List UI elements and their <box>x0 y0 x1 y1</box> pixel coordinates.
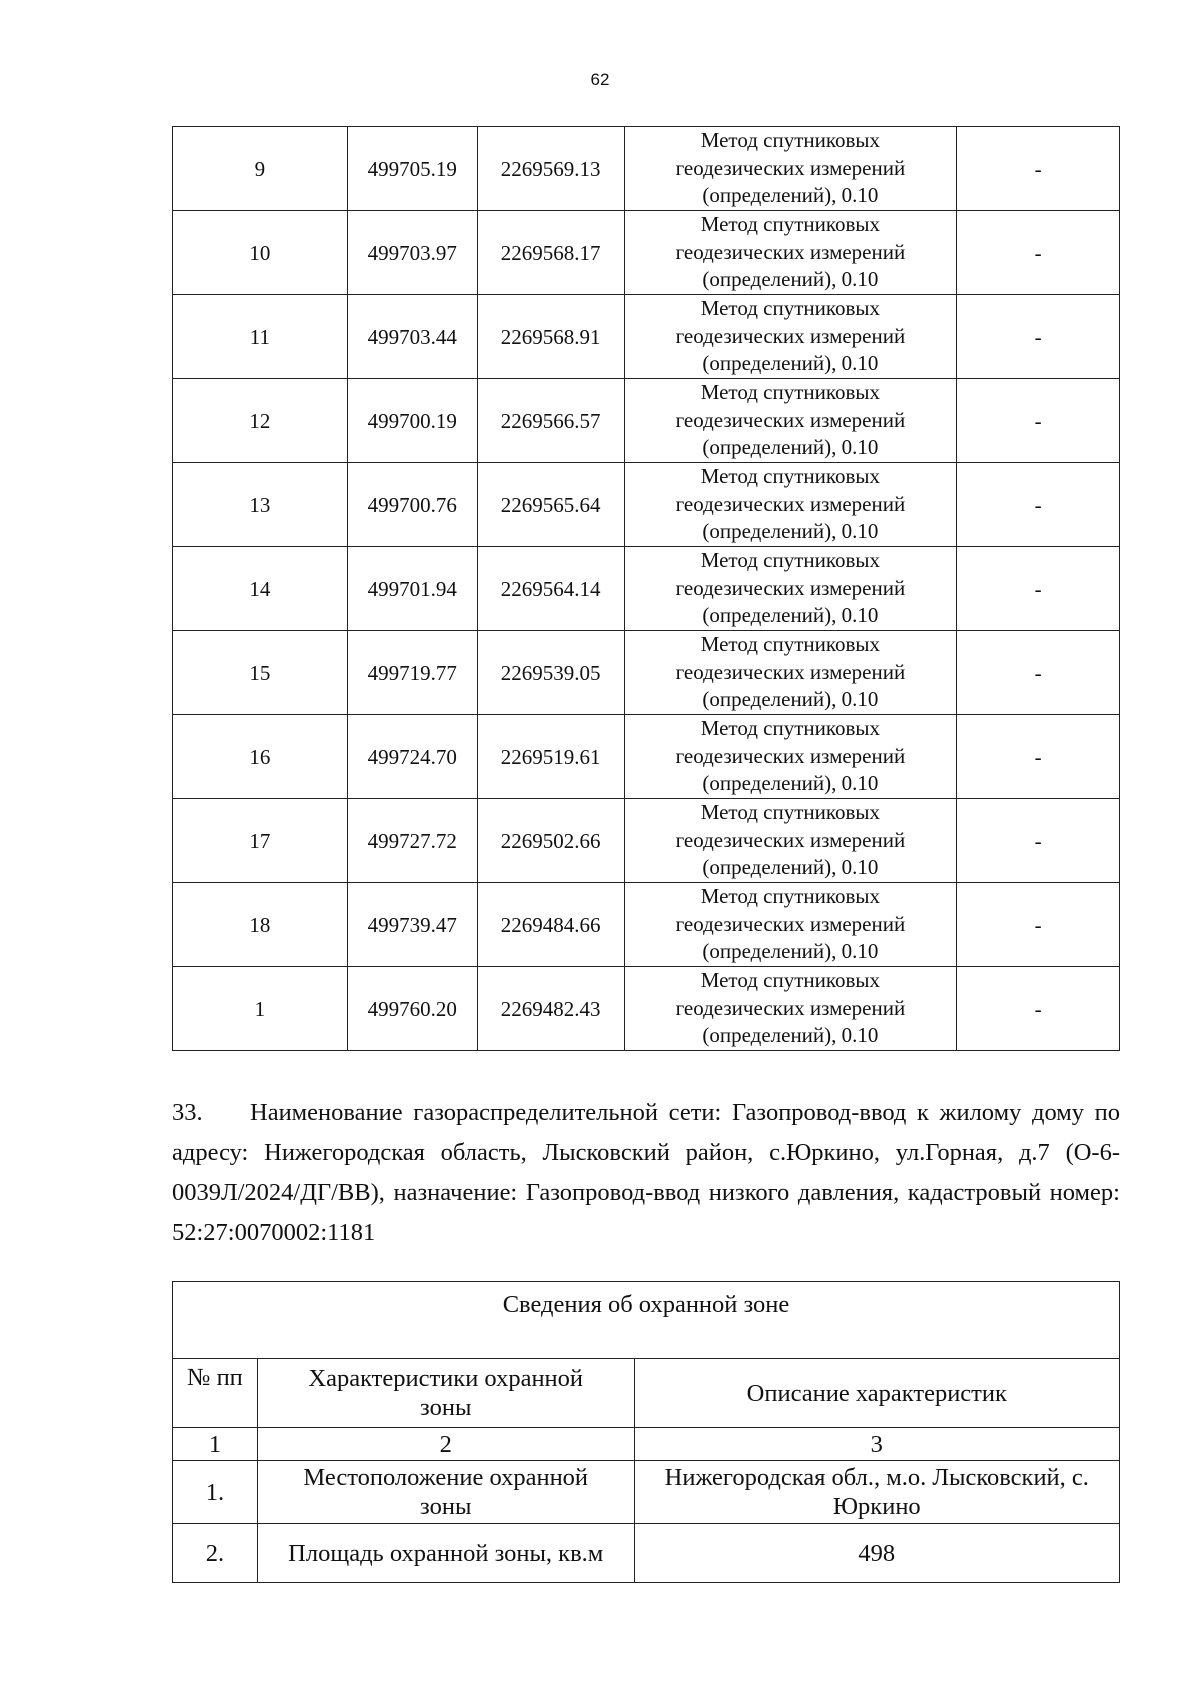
x-coordinate: 499701.94 <box>347 547 477 631</box>
method-line: (определений), 0.10 <box>702 351 879 376</box>
note: - <box>957 967 1120 1051</box>
method-cell <box>624 799 957 883</box>
note: - <box>957 211 1120 295</box>
note: - <box>957 463 1120 547</box>
method-line: геодезических измерений <box>675 407 906 432</box>
y-coordinate: 2269502.66 <box>477 799 624 883</box>
header-description: Описание характеристик <box>634 1359 1119 1428</box>
table-row <box>173 799 1120 883</box>
method-line: (определений), 0.10 <box>702 435 879 460</box>
row-1-description: Нижегородская обл., м.о. Лысковский, с. Юркино <box>634 1461 1119 1524</box>
y-coordinate: 2269519.61 <box>477 715 624 799</box>
method-line: (определений), 0.10 <box>702 771 879 796</box>
point-number: 10 <box>173 211 348 295</box>
x-coordinate: 499700.76 <box>347 463 477 547</box>
protection-zone-table <box>172 1281 1120 1583</box>
method-cell <box>624 967 957 1051</box>
table-row <box>173 967 1120 1051</box>
method-cell <box>624 379 957 463</box>
y-coordinate: 2269539.05 <box>477 631 624 715</box>
column-number-3: 3 <box>634 1428 1119 1461</box>
point-number: 14 <box>173 547 348 631</box>
header-number: № пп <box>173 1359 258 1428</box>
y-coordinate: 2269564.14 <box>477 547 624 631</box>
method-cell <box>624 295 957 379</box>
method-line: (определений), 0.10 <box>702 267 879 292</box>
page-number: 62 <box>590 70 610 89</box>
method-cell <box>624 883 957 967</box>
point-number: 1 <box>173 967 348 1051</box>
method-line: Метод спутниковых <box>700 968 881 993</box>
method-line: (определений), 0.10 <box>702 939 879 964</box>
method-line: геодезических измерений <box>675 491 906 516</box>
method-line: геодезических измерений <box>675 827 906 852</box>
method-line: (определений), 0.10 <box>702 687 879 712</box>
method-line: Метод спутниковых <box>700 296 881 321</box>
row-2-number: 2. <box>173 1524 258 1583</box>
method-cell <box>624 547 957 631</box>
method-line: геодезических измерений <box>675 155 906 180</box>
method-line: геодезических измерений <box>675 659 906 684</box>
table-row <box>173 547 1120 631</box>
table-row <box>173 463 1120 547</box>
method-line: геодезических измерений <box>675 575 906 600</box>
row-1-characteristic: Местоположение охранной зоны <box>257 1461 634 1524</box>
method-line: Метод спутниковых <box>700 464 881 489</box>
section-paragraph <box>172 1093 1120 1253</box>
x-coordinate: 499703.97 <box>347 211 477 295</box>
point-number: 13 <box>173 463 348 547</box>
method-line: Метод спутниковых <box>700 128 881 153</box>
column-number-2: 2 <box>257 1428 634 1461</box>
point-number: 16 <box>173 715 348 799</box>
x-coordinate: 499739.47 <box>347 883 477 967</box>
x-coordinate: 499705.19 <box>347 127 477 211</box>
column-number-1: 1 <box>173 1428 258 1461</box>
method-line: Метод спутниковых <box>700 800 881 825</box>
method-line: (определений), 0.10 <box>702 855 879 880</box>
y-coordinate: 2269565.64 <box>477 463 624 547</box>
note: - <box>957 631 1120 715</box>
row-2-description: 498 <box>634 1524 1119 1583</box>
method-line: Метод спутниковых <box>700 548 881 573</box>
method-line: геодезических измерений <box>675 995 906 1020</box>
point-number: 15 <box>173 631 348 715</box>
method-line: (определений), 0.10 <box>702 519 879 544</box>
method-line: Метод спутниковых <box>700 212 881 237</box>
point-number: 11 <box>173 295 348 379</box>
coordinates-table-body <box>173 127 1120 1051</box>
note: - <box>957 295 1120 379</box>
table-row <box>173 715 1120 799</box>
y-coordinate: 2269568.17 <box>477 211 624 295</box>
method-cell <box>624 211 957 295</box>
zone-table-title-cell <box>173 1282 1120 1359</box>
table-row <box>173 295 1120 379</box>
y-coordinate: 2269482.43 <box>477 967 624 1051</box>
y-coordinate: 2269568.91 <box>477 295 624 379</box>
method-line: (определений), 0.10 <box>702 183 879 208</box>
method-line: Метод спутниковых <box>700 884 881 909</box>
table-row <box>173 211 1120 295</box>
method-line: (определений), 0.10 <box>702 603 879 628</box>
header-characteristics: Характеристики охранной зоны <box>257 1359 634 1428</box>
table-row <box>173 127 1120 211</box>
y-coordinate: 2269484.66 <box>477 883 624 967</box>
note: - <box>957 715 1120 799</box>
table-row <box>173 631 1120 715</box>
y-coordinate: 2269566.57 <box>477 379 624 463</box>
method-cell <box>624 127 957 211</box>
row-2-characteristic: Площадь охранной зоны, кв.м <box>257 1524 634 1583</box>
table-row <box>173 379 1120 463</box>
note: - <box>957 379 1120 463</box>
x-coordinate: 499719.77 <box>347 631 477 715</box>
point-number: 9 <box>173 127 348 211</box>
table-row <box>173 883 1120 967</box>
point-number: 17 <box>173 799 348 883</box>
point-number: 18 <box>173 883 348 967</box>
zone-table-title: Сведения об охранной зоне <box>502 1291 790 1318</box>
section-number: 33. <box>172 1099 203 1126</box>
y-coordinate: 2269569.13 <box>477 127 624 211</box>
method-line: Метод спутниковых <box>700 632 881 657</box>
coordinates-table <box>172 126 1120 1051</box>
method-line: (определений), 0.10 <box>702 1023 879 1048</box>
x-coordinate: 499724.70 <box>347 715 477 799</box>
note: - <box>957 883 1120 967</box>
note: - <box>957 547 1120 631</box>
method-line: геодезических измерений <box>675 911 906 936</box>
method-line: геодезических измерений <box>675 323 906 348</box>
note: - <box>957 799 1120 883</box>
method-cell <box>624 631 957 715</box>
x-coordinate: 499700.19 <box>347 379 477 463</box>
row-1-number: 1. <box>173 1461 258 1524</box>
section-text: Наименование газораспределительной сети: Газопровод-ввод к жилому дому по адресу: Нижегородская область, Лысковский район, с.Юркино, ул.Горная, д.7 (О-6-0039Л/2024/ДГ/ВВ), назначение: Газопровод-ввод низкого давления, кадастровый номер: 52:27:0070002:1181 <box>172 1099 1120 1246</box>
method-line: геодезических измерений <box>675 239 906 264</box>
point-number: 12 <box>173 379 348 463</box>
note: - <box>957 127 1120 211</box>
x-coordinate: 499727.72 <box>347 799 477 883</box>
method-line: Метод спутниковых <box>700 716 881 741</box>
method-cell <box>624 715 957 799</box>
method-cell <box>624 463 957 547</box>
x-coordinate: 499760.20 <box>347 967 477 1051</box>
x-coordinate: 499703.44 <box>347 295 477 379</box>
method-line: геодезических измерений <box>675 743 906 768</box>
method-line: Метод спутниковых <box>700 380 881 405</box>
